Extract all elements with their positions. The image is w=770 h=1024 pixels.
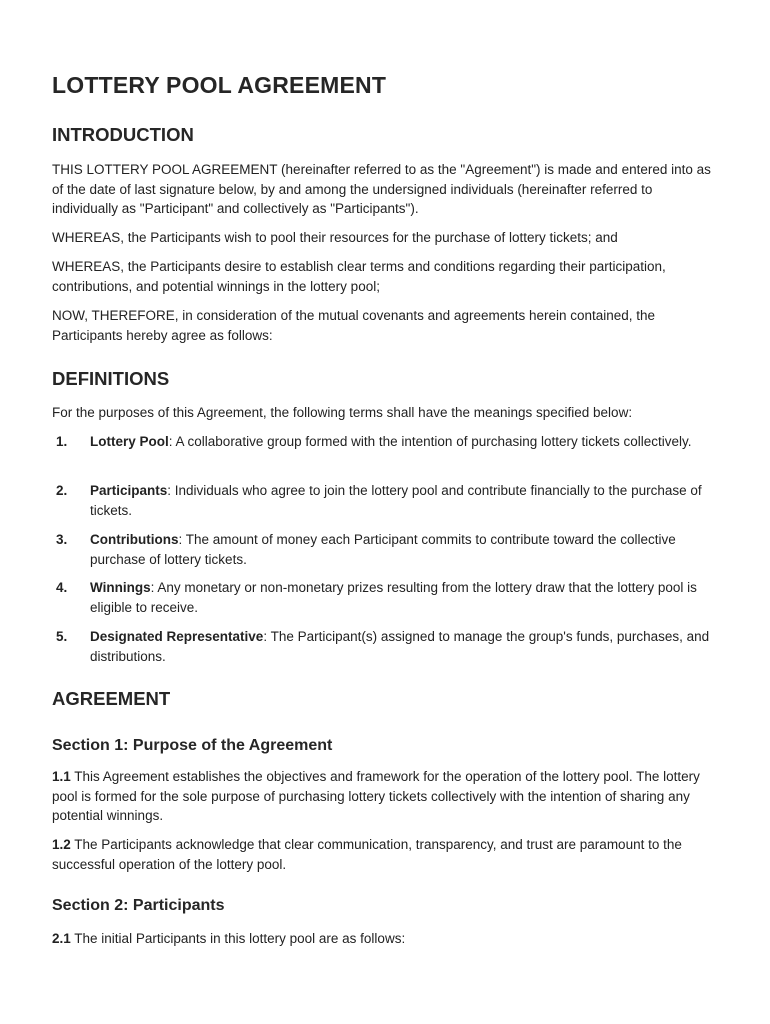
definitions-heading: DEFINITIONS [52,368,170,389]
clause-1-1 [52,767,722,826]
section-1-heading: Section 1: Purpose of the Agreement [52,737,333,754]
definition-text: : The Participant(s) assigned to manage the group's funds, purchases, and distributions. [90,629,710,664]
definition-body [90,578,710,617]
introduction-paragraph: THIS LOTTERY POOL AGREEMENT (hereinafter referred to as the "Agreement") is made and entered into as of the date of last signature below, by and among the undersigned individuals (hereinafter referred to individually as "Participant" and collectively as "Participants"). [52,162,711,216]
definition-body [90,481,710,520]
definition-term: Designated Representative [90,629,264,644]
definition-term: Contributions [90,532,179,547]
clause-text: The Participants acknowledge that clear communication, transparency, and trust are paramount to the successful operation of the lottery pool. [52,837,682,872]
section-2-heading: Section 2: Participants [52,897,225,914]
definitions-intro: For the purposes of this Agreement, the following terms shall have the meanings specified below: [52,405,633,420]
definition-number: 4. [56,580,68,595]
introduction-heading: INTRODUCTION [52,124,194,145]
definition-body [90,627,710,666]
definition-term: Lottery Pool [90,434,169,449]
definition-text: : The amount of money each Participant commits to contribute toward the collective purchase of lottery tickets. [90,532,676,567]
definition-term: Participants [90,483,168,498]
clause-2-1 [52,929,722,949]
definition-text: : A collaborative group formed with the intention of purchasing lottery tickets collectively. [168,434,692,449]
definition-body [90,530,710,569]
definition-text: : Individuals who agree to join the lottery pool and contribute financially to the purchase of tickets. [90,483,702,518]
whereas-paragraph-2: WHEREAS, the Participants desire to establish clear terms and conditions regarding their participation, contributions, and potential winnings in the lottery pool; [52,259,666,294]
definition-term: Winnings [90,580,151,595]
definition-text: : Any monetary or non-monetary prizes resulting from the lottery draw that the lottery pool is eligible to receive. [90,580,697,615]
clause-number: 1.2 [52,837,71,852]
clause-text: This Agreement establishes the objectives and framework for the operation of the lottery pool. The lottery pool is formed for the sole purpose of purchasing lottery tickets collectively with the intention of sharing any potential winnings. [52,769,700,823]
whereas-paragraph-1: WHEREAS, the Participants wish to pool their resources for the purchase of lottery tickets; and [52,230,618,245]
definition-number: 1. [56,434,68,449]
now-therefore-paragraph: NOW, THEREFORE, in consideration of the mutual covenants and agreements herein contained, the Participants hereby agree as follows: [52,308,656,343]
definition-body [90,432,710,452]
definition-number: 5. [56,629,68,644]
document-title: LOTTERY POOL AGREEMENT [52,72,387,98]
clause-text: The initial Participants in this lottery pool are as follows: [70,931,406,946]
clause-1-2 [52,835,722,874]
definition-number: 3. [56,532,68,547]
clause-number: 1.1 [52,769,71,784]
definition-number: 2. [56,483,68,498]
agreement-heading: AGREEMENT [52,688,171,709]
clause-number: 2.1 [52,931,71,946]
